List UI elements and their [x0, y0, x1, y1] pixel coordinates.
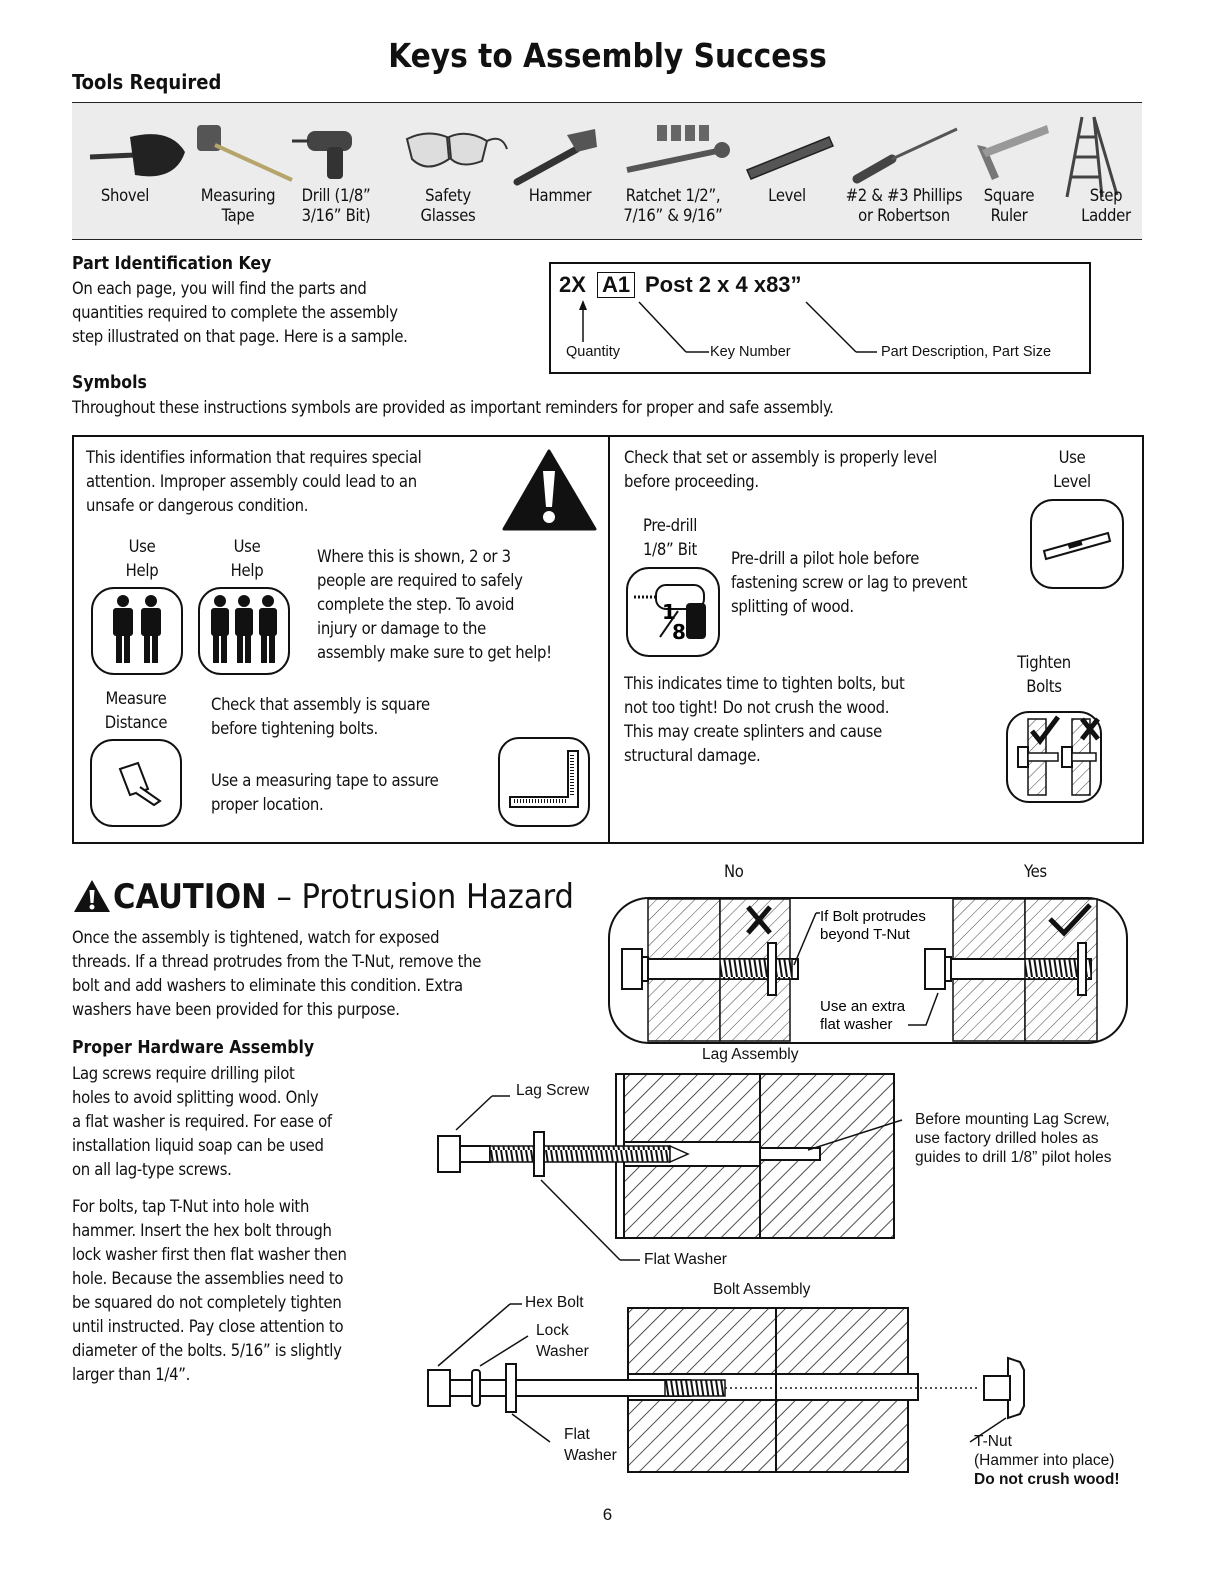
label-part-description: Part Description, Part Size: [881, 344, 1052, 360]
two-person-icon: [91, 587, 183, 675]
label-quantity: Quantity: [566, 344, 620, 360]
svg-text:8: 8: [672, 620, 686, 644]
level-symbol-icon: [1030, 499, 1124, 589]
svg-text:1: 1: [662, 600, 676, 624]
square-symbol-icon: [498, 737, 590, 827]
level-icon: [747, 137, 833, 179]
hammer-icon: [517, 129, 597, 182]
part-key-sample: [549, 262, 1091, 374]
tools-heading: Tools Required: [72, 70, 222, 94]
square-ruler-icon: [977, 125, 1049, 180]
tool-label-hammer: Hammer: [528, 186, 592, 205]
symbols-heading: Symbols: [72, 373, 147, 393]
lag-assembly-diagram: [430, 1070, 910, 1270]
measuring-tape-symbol-icon: [90, 739, 182, 827]
three-person-icon: [198, 587, 290, 675]
no-label: No: [724, 862, 744, 881]
protrusion-diagram: [608, 897, 1128, 1045]
do-not-crush-warning: Do not crush wood!: [974, 1471, 1120, 1488]
hardware-para1: Lag screws require drilling pilot holes to avoid splitting wood. Only a flat washer is required. For ease of installation liquid soap can be used on all lag-type screws.: [72, 1064, 332, 1179]
square-text: Check that assembly is square before tightening bolts.: [211, 695, 430, 738]
drill-symbol-icon: [626, 567, 720, 657]
symbols-box: [72, 435, 1144, 844]
drill-icon: [292, 131, 352, 179]
bolt-assembly-diagram: [420, 1300, 1060, 1480]
lock-washer-label: Lock Washer: [536, 1322, 589, 1360]
hardware-heading: Proper Hardware Assembly: [72, 1038, 315, 1058]
bolt-flat-washer-label: Flat Washer: [564, 1426, 617, 1464]
svg-text:beyond T-Nut: beyond T-Nut: [820, 926, 910, 943]
part-key-heading: Part Identification Key: [72, 254, 272, 274]
tape-text: Use a measuring tape to assure proper location.: [211, 771, 439, 814]
tool-label-screwdriver: #2 & #3 Phillips or Robertson: [845, 186, 963, 225]
sample-description: Post 2 x 4 x83”: [645, 272, 802, 297]
level-label: Use Level: [1053, 448, 1091, 491]
predrill-text: Pre-drill a pilot hole before fastening screw or lag to prevent splitting of wood.: [731, 549, 968, 616]
yes-label: Yes: [1024, 862, 1047, 881]
lag-assembly-title: Lag Assembly: [702, 1046, 799, 1063]
help-text: Where this is shown, 2 or 3 people are required to safely complete the step. To avoid injury or damage to the assembly make sure to get help!: [317, 547, 552, 662]
lag-screw-label: Lag Screw: [516, 1082, 590, 1099]
shovel-icon: [90, 134, 185, 176]
tighten-bolts-icon: [1006, 711, 1102, 803]
step-ladder-icon: [1067, 117, 1117, 197]
svg-text:If Bolt protrudes: If Bolt protrudes: [820, 908, 926, 925]
tool-label-step-ladder: Step Ladder: [1081, 186, 1131, 225]
caution-text: Once the assembly is tightened, watch for exposed threads. If a thread protrudes from the T-Nut, remove the bolt and add washers to eliminate this condition. Extra washers have been provided for this purpose.: [72, 928, 482, 1019]
ratchet-icon: [627, 125, 730, 170]
caution-heading: CAUTION – Protrusion Hazard: [113, 877, 574, 917]
hex-bolt-label: Hex Bolt: [525, 1294, 584, 1311]
tool-label-safety-glasses: Safety Glasses: [420, 186, 476, 225]
safety-glasses-icon: [407, 133, 507, 166]
lag-flat-washer-label: Flat Washer: [644, 1251, 727, 1268]
page-title: Keys to Assembly Success: [388, 36, 827, 75]
part-key-text: On each page, you will find the parts and quantities required to complete the assembly step illustrated on that page. Here is a sample.: [72, 279, 408, 346]
help3-label: Use Help: [230, 537, 264, 580]
sample-quantity: 2X: [559, 272, 586, 297]
bolt-assembly-title: Bolt Assembly: [713, 1281, 811, 1298]
screwdriver-icon: [857, 129, 957, 179]
label-key-number: Key Number: [710, 344, 791, 360]
tool-label-measuring-tape: Measuring Tape: [200, 186, 276, 225]
predrill-label: Pre-drill 1/8” Bit: [642, 516, 698, 559]
tighten-text: This indicates time to tighten bolts, but not too tight! Do not crush the wood. This may create splinters and cause structural damage.: [624, 674, 905, 765]
help2-label: Use Help: [125, 537, 159, 580]
tool-label-square-ruler: Square Ruler: [983, 186, 1035, 225]
tool-label-ratchet: Ratchet 1/2”, 7/16” & 9/16”: [623, 186, 723, 225]
measure-label: Measure Distance: [104, 689, 168, 732]
tool-label-level: Level: [768, 186, 806, 205]
attention-text: This identifies information that requires special attention. Improper assembly could lead to an unsafe or dangerous condition.: [86, 448, 422, 515]
hardware-para2: For bolts, tap T-Nut into hole with hammer. Insert the hex bolt through lock washer first then flat washer then hole. Because the assemblies need to be squared do not completely tighten until instructed. Pay close attention to diameter of the bolts. 5/16” is slightly larger than 1/4”.: [72, 1197, 347, 1384]
warning-triangle-icon: [502, 449, 597, 531]
svg-text:Use an extra: Use an extra: [820, 998, 906, 1015]
tighten-label: Tighten Bolts: [1017, 653, 1071, 696]
tools-icons: [72, 107, 1142, 197]
symbols-intro: Throughout these instructions symbols are provided as important reminders for proper and safe assembly.: [72, 398, 834, 417]
tool-label-drill: Drill (1/8” 3/16” Bit): [301, 186, 371, 225]
tool-label-shovel: Shovel: [100, 186, 150, 205]
tnut-label: T-Nut (Hammer into place) Do not crush wood!: [974, 1433, 1120, 1488]
lag-note: Before mounting Lag Screw, use factory drilled holes as guides to drill 1/8” pilot holes: [915, 1111, 1112, 1166]
sample-key: A1: [597, 272, 635, 298]
caution-warning-icon: [72, 878, 112, 914]
page-number: 6: [602, 1505, 613, 1524]
measuring-tape-icon: [197, 125, 292, 180]
svg-text:flat washer: flat washer: [820, 1016, 893, 1033]
level-text: Check that set or assembly is properly level before proceeding.: [624, 448, 937, 491]
